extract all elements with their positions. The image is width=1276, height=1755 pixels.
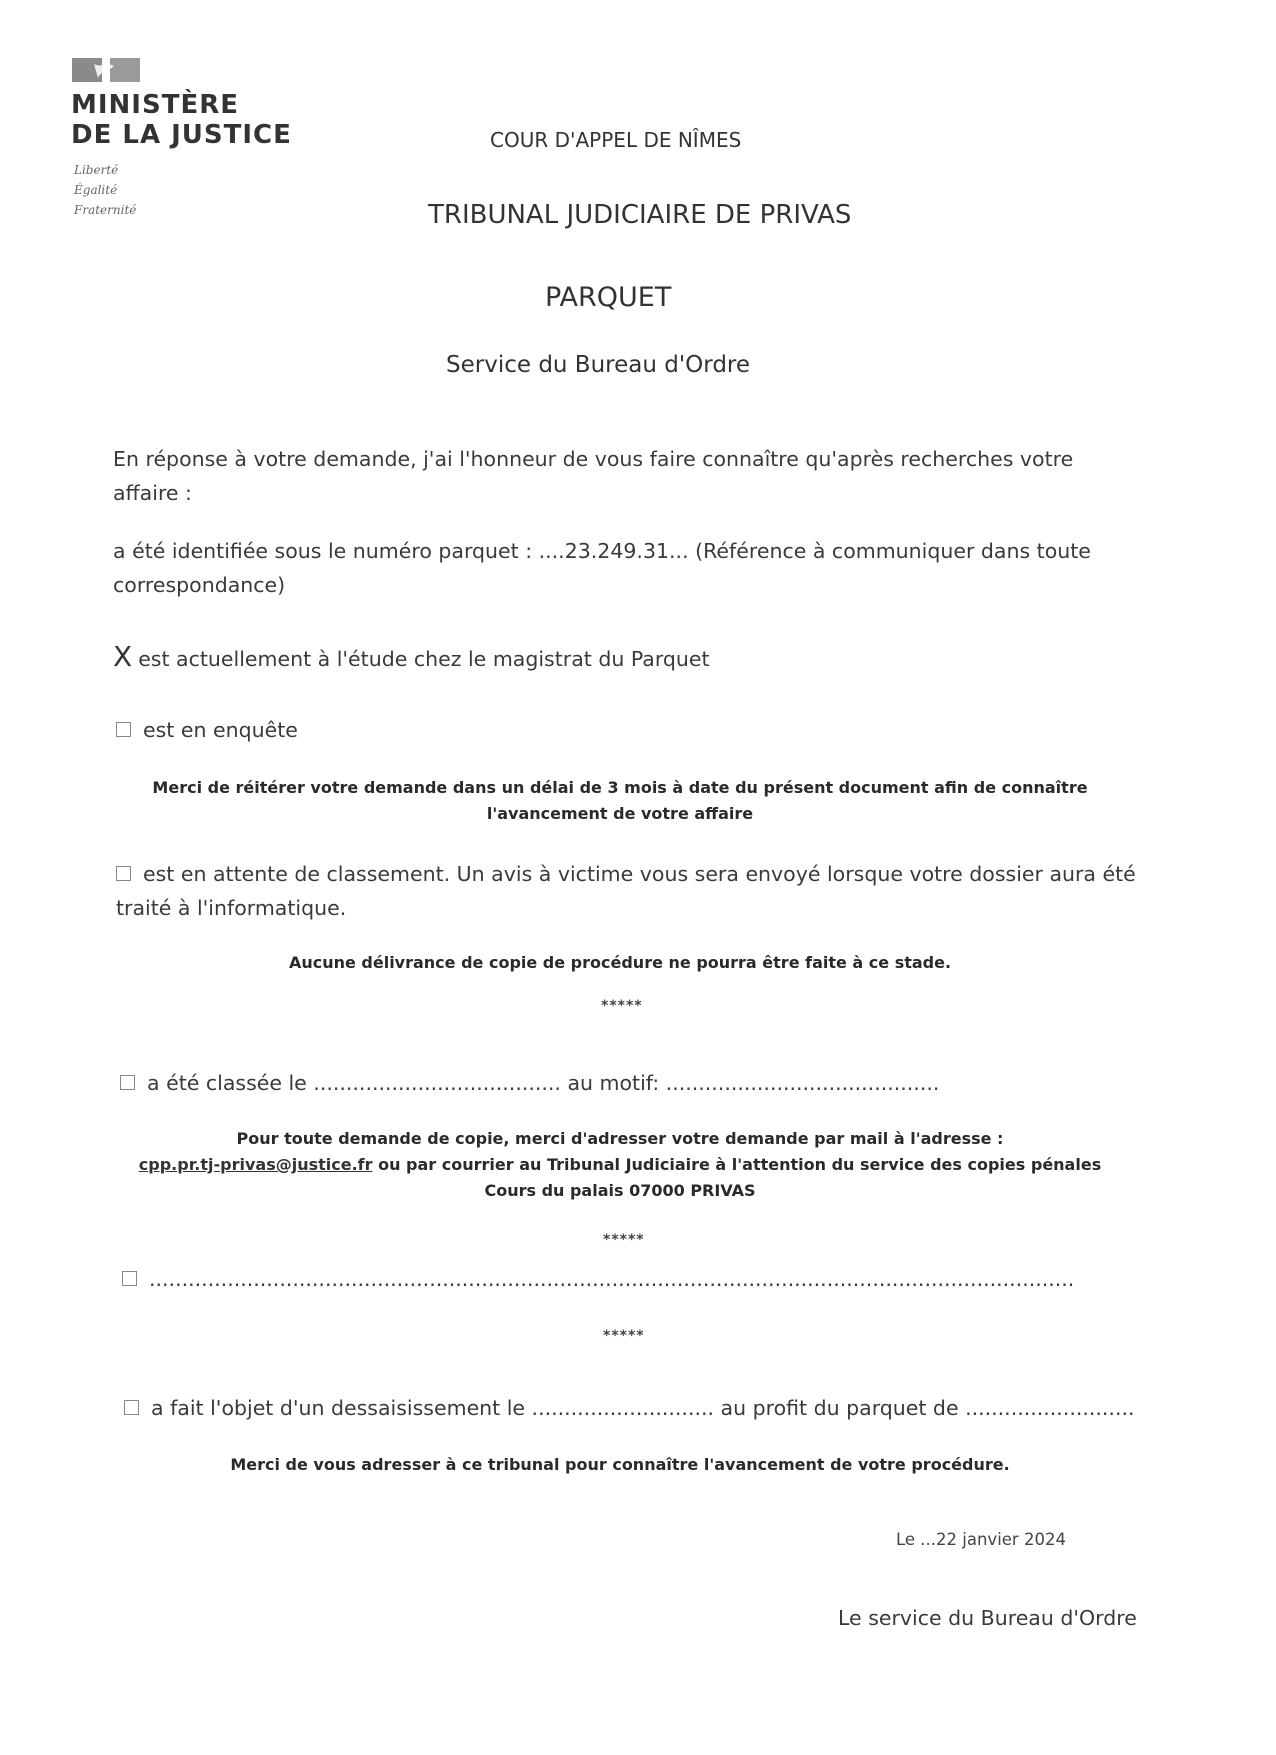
checkbox-blank[interactable]: [122, 1271, 137, 1286]
parquet-number-line-2: correspondance): [113, 573, 286, 597]
copy-line-1: Pour toute demande de copie, merci d'adresser votre demande par mail à l'adresse :: [236, 1129, 1004, 1148]
note-reiterate-line-1: Merci de réitérer votre demande dans un délai de 3 mois à date du présent document afin de connaître: [152, 778, 1088, 797]
separator-3: *****: [603, 1328, 645, 1344]
parquet-title: PARQUET: [545, 282, 672, 313]
copy-line-2-rest: ou par courrier au Tribunal Judiciaire à l'attention du service des copies pénales: [372, 1155, 1102, 1174]
document-date: Le ...22 janvier 2024: [896, 1530, 1066, 1549]
court-name: COUR D'APPEL DE NÎMES: [490, 128, 742, 152]
option-classement-label-2: traité à l'informatique.: [116, 896, 347, 920]
parquet-number-line: a été identifiée sous le numéro parquet : ....23.249.31... (Référence à communiquer dans toute: [113, 539, 1091, 563]
intro-paragraph: [113, 442, 1163, 510]
checkbox-enquete[interactable]: [116, 722, 131, 737]
intro-line-2: affaire :: [113, 481, 192, 505]
copy-email-link[interactable]: cpp.pr.tj-privas@justice.fr: [138, 1155, 373, 1174]
note-dessaisi: Merci de vous adresser à ce tribunal pour connaître l'avancement de votre procédure.: [230, 1455, 1010, 1474]
separator-1: *****: [601, 998, 643, 1014]
motto-egalite: Égalité: [74, 183, 118, 197]
checkbox-classee[interactable]: [120, 1075, 135, 1090]
identified-paragraph: [113, 534, 1173, 602]
service-title: Service du Bureau d'Ordre: [446, 352, 751, 378]
option-classement: [116, 857, 1176, 925]
copy-request-note: [120, 1126, 1120, 1204]
motto-fraternite: Fraternité: [74, 203, 137, 217]
note-no-copy: Aucune délivrance de copie de procédure ne pourra être faite à ce stade.: [288, 953, 952, 972]
checkbox-classement[interactable]: [116, 866, 131, 881]
option-study: [113, 640, 710, 676]
copy-line-2: [120, 1152, 1120, 1178]
option-classement-label: est en attente de classement. Un avis à victime vous sera envoyé lorsque votre dossier aura été: [143, 862, 1136, 886]
option-enquete: [116, 713, 298, 747]
option-blank: [122, 1262, 1074, 1296]
option-dessaisi-label: a fait l'objet d'un dessaisissement le ............................ au profit du parquet de ..........................: [151, 1396, 1135, 1420]
signature: Le service du Bureau d'Ordre: [838, 1606, 1137, 1630]
separator-2: *****: [603, 1232, 645, 1248]
option-classee: [120, 1066, 939, 1100]
ministry-name-line1: MINISTÈRE: [71, 90, 239, 120]
note-reiterate-line-2: l'avancement de votre affaire: [486, 804, 754, 823]
option-enquete-label: est en enquête: [143, 718, 298, 742]
option-study-label: est actuellement à l'étude chez le magistrat du Parquet: [138, 647, 710, 671]
checkbox-dessaisi[interactable]: [124, 1400, 139, 1415]
republic-emblem-icon: [72, 58, 148, 84]
copy-line-3: Cours du palais 07000 PRIVAS: [484, 1181, 756, 1200]
note-reiterate: [120, 775, 1120, 827]
option-dessaisi: [124, 1391, 1135, 1425]
ministry-name-line2: DE LA JUSTICE: [71, 120, 292, 150]
option-blank-line: ..............................................................................................................................................: [149, 1267, 1075, 1291]
option-classee-label: a été classée le ...................................... au motif: ..........................................: [147, 1071, 940, 1095]
motto-liberte: Liberté: [74, 163, 119, 177]
tribunal-name: TRIBUNAL JUDICIAIRE DE PRIVAS: [428, 200, 852, 230]
intro-line-1: En réponse à votre demande, j'ai l'honneur de vous faire connaître qu'après recherches votre: [113, 447, 1074, 471]
checked-x-mark: X: [113, 640, 133, 673]
